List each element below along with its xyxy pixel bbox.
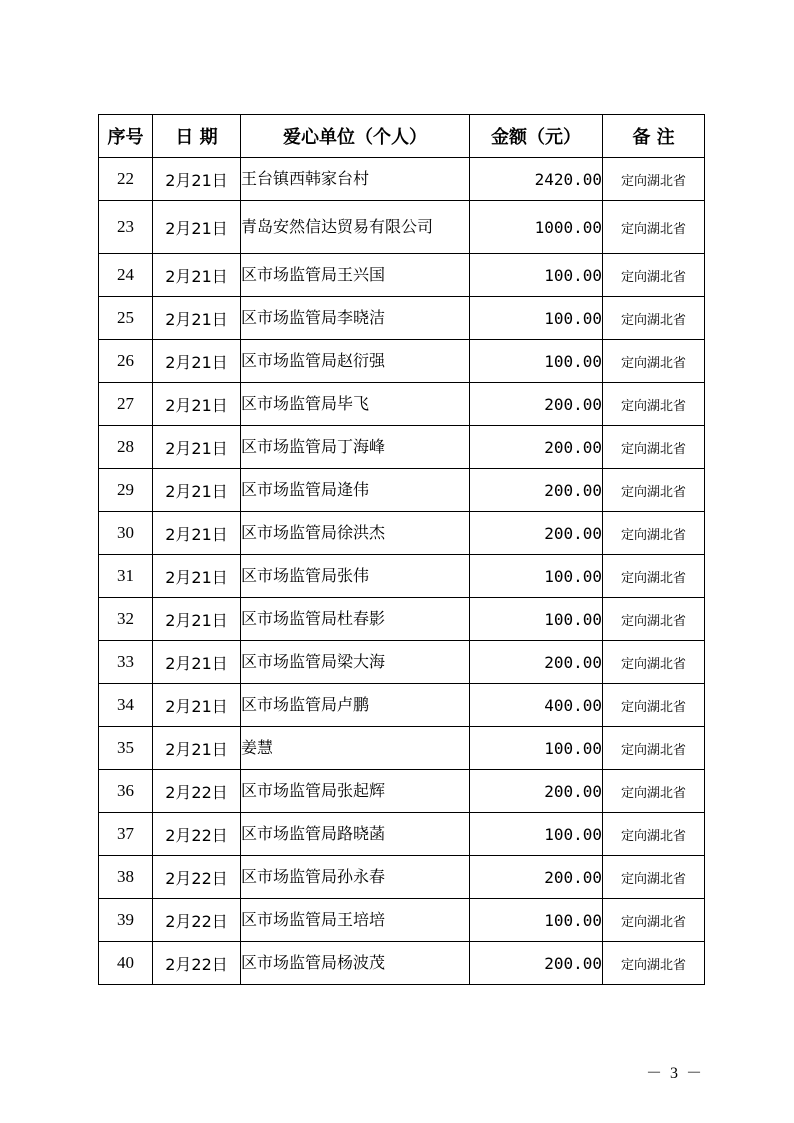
row-number: 25 <box>99 297 153 340</box>
row-date: 2月21日 <box>153 512 241 555</box>
header-note: 备 注 <box>603 115 705 158</box>
row-number: 37 <box>99 813 153 856</box>
row-note: 定向湖北省 <box>603 512 705 555</box>
row-date: 2月21日 <box>153 201 241 254</box>
donation-table <box>98 114 705 985</box>
table-row <box>99 201 705 254</box>
table-body <box>99 158 705 985</box>
row-note: 定向湖北省 <box>603 158 705 201</box>
row-date: 2月21日 <box>153 340 241 383</box>
row-number: 35 <box>99 727 153 770</box>
row-date: 2月21日 <box>153 254 241 297</box>
row-amount: 100.00 <box>470 727 603 770</box>
row-date: 2月21日 <box>153 383 241 426</box>
header-donor: 爱心单位（个人） <box>241 115 470 158</box>
row-note: 定向湖北省 <box>603 770 705 813</box>
row-amount: 400.00 <box>470 684 603 727</box>
row-date: 2月22日 <box>153 899 241 942</box>
row-amount: 100.00 <box>470 340 603 383</box>
row-number: 33 <box>99 641 153 684</box>
row-number: 39 <box>99 899 153 942</box>
row-donor: 区市场监管局徐洪杰 <box>241 512 470 555</box>
row-note: 定向湖北省 <box>603 813 705 856</box>
row-date: 2月21日 <box>153 426 241 469</box>
row-number: 22 <box>99 158 153 201</box>
row-donor: 姜慧 <box>241 727 470 770</box>
row-date: 2月21日 <box>153 684 241 727</box>
row-number: 24 <box>99 254 153 297</box>
row-note: 定向湖北省 <box>603 856 705 899</box>
row-donor: 区市场监管局梁大海 <box>241 641 470 684</box>
row-date: 2月21日 <box>153 469 241 512</box>
row-note: 定向湖北省 <box>603 598 705 641</box>
row-amount: 200.00 <box>470 383 603 426</box>
row-date: 2月22日 <box>153 856 241 899</box>
row-date: 2月21日 <box>153 158 241 201</box>
row-amount: 100.00 <box>470 555 603 598</box>
row-note: 定向湖北省 <box>603 340 705 383</box>
row-number: 27 <box>99 383 153 426</box>
page-number: － 3 － <box>646 1065 705 1082</box>
row-donor: 区市场监管局王培培 <box>241 899 470 942</box>
row-amount: 100.00 <box>470 813 603 856</box>
table-row <box>99 684 705 727</box>
row-amount: 200.00 <box>470 641 603 684</box>
row-donor: 青岛安然信达贸易有限公司 <box>241 201 470 254</box>
row-amount: 100.00 <box>470 297 603 340</box>
table-row <box>99 254 705 297</box>
table-row <box>99 383 705 426</box>
row-number: 29 <box>99 469 153 512</box>
row-date: 2月22日 <box>153 813 241 856</box>
table-row <box>99 297 705 340</box>
row-date: 2月22日 <box>153 942 241 985</box>
row-number: 26 <box>99 340 153 383</box>
header-no: 序号 <box>99 115 153 158</box>
row-note: 定向湖北省 <box>603 727 705 770</box>
row-donor: 区市场监管局路晓菡 <box>241 813 470 856</box>
row-number: 38 <box>99 856 153 899</box>
row-note: 定向湖北省 <box>603 555 705 598</box>
row-amount: 200.00 <box>470 469 603 512</box>
row-note: 定向湖北省 <box>603 254 705 297</box>
row-amount: 200.00 <box>470 942 603 985</box>
row-donor: 区市场监管局张伟 <box>241 555 470 598</box>
row-note: 定向湖北省 <box>603 383 705 426</box>
row-note: 定向湖北省 <box>603 201 705 254</box>
table-header-row <box>99 115 705 158</box>
row-note: 定向湖北省 <box>603 899 705 942</box>
row-note: 定向湖北省 <box>603 684 705 727</box>
row-number: 30 <box>99 512 153 555</box>
row-donor: 区市场监管局丁海峰 <box>241 426 470 469</box>
row-date: 2月21日 <box>153 297 241 340</box>
row-note: 定向湖北省 <box>603 426 705 469</box>
row-donor: 区市场监管局杜春影 <box>241 598 470 641</box>
row-number: 40 <box>99 942 153 985</box>
table-row <box>99 899 705 942</box>
row-date: 2月21日 <box>153 555 241 598</box>
row-donor: 区市场监管局李晓洁 <box>241 297 470 340</box>
table-row <box>99 426 705 469</box>
table-row <box>99 727 705 770</box>
table-row <box>99 158 705 201</box>
table-row <box>99 340 705 383</box>
row-amount: 100.00 <box>470 899 603 942</box>
row-donor: 区市场监管局毕飞 <box>241 383 470 426</box>
row-amount: 2420.00 <box>470 158 603 201</box>
row-number: 36 <box>99 770 153 813</box>
row-amount: 1000.00 <box>470 201 603 254</box>
row-note: 定向湖北省 <box>603 297 705 340</box>
row-amount: 100.00 <box>470 254 603 297</box>
table-row <box>99 856 705 899</box>
row-donor: 区市场监管局孙永春 <box>241 856 470 899</box>
table-row <box>99 641 705 684</box>
row-amount: 200.00 <box>470 426 603 469</box>
row-amount: 200.00 <box>470 512 603 555</box>
row-amount: 100.00 <box>470 598 603 641</box>
row-number: 28 <box>99 426 153 469</box>
header-date: 日 期 <box>153 115 241 158</box>
row-date: 2月21日 <box>153 727 241 770</box>
row-note: 定向湖北省 <box>603 641 705 684</box>
row-donor: 区市场监管局杨波茂 <box>241 942 470 985</box>
row-date: 2月22日 <box>153 770 241 813</box>
row-donor: 区市场监管局逄伟 <box>241 469 470 512</box>
row-donor: 区市场监管局赵衍强 <box>241 340 470 383</box>
row-donor: 区市场监管局王兴国 <box>241 254 470 297</box>
row-donor: 区市场监管局张起辉 <box>241 770 470 813</box>
header-amount: 金额（元） <box>470 115 603 158</box>
table-row <box>99 813 705 856</box>
row-donor: 王台镇西韩家台村 <box>241 158 470 201</box>
row-date: 2月21日 <box>153 641 241 684</box>
table-row <box>99 598 705 641</box>
table-row <box>99 512 705 555</box>
row-number: 31 <box>99 555 153 598</box>
table-row <box>99 942 705 985</box>
row-donor: 区市场监管局卢鹏 <box>241 684 470 727</box>
row-note: 定向湖北省 <box>603 469 705 512</box>
row-number: 34 <box>99 684 153 727</box>
row-date: 2月21日 <box>153 598 241 641</box>
table-row <box>99 555 705 598</box>
table-row <box>99 469 705 512</box>
row-amount: 200.00 <box>470 856 603 899</box>
row-note: 定向湖北省 <box>603 942 705 985</box>
row-number: 23 <box>99 201 153 254</box>
row-amount: 200.00 <box>470 770 603 813</box>
row-number: 32 <box>99 598 153 641</box>
table-row <box>99 770 705 813</box>
